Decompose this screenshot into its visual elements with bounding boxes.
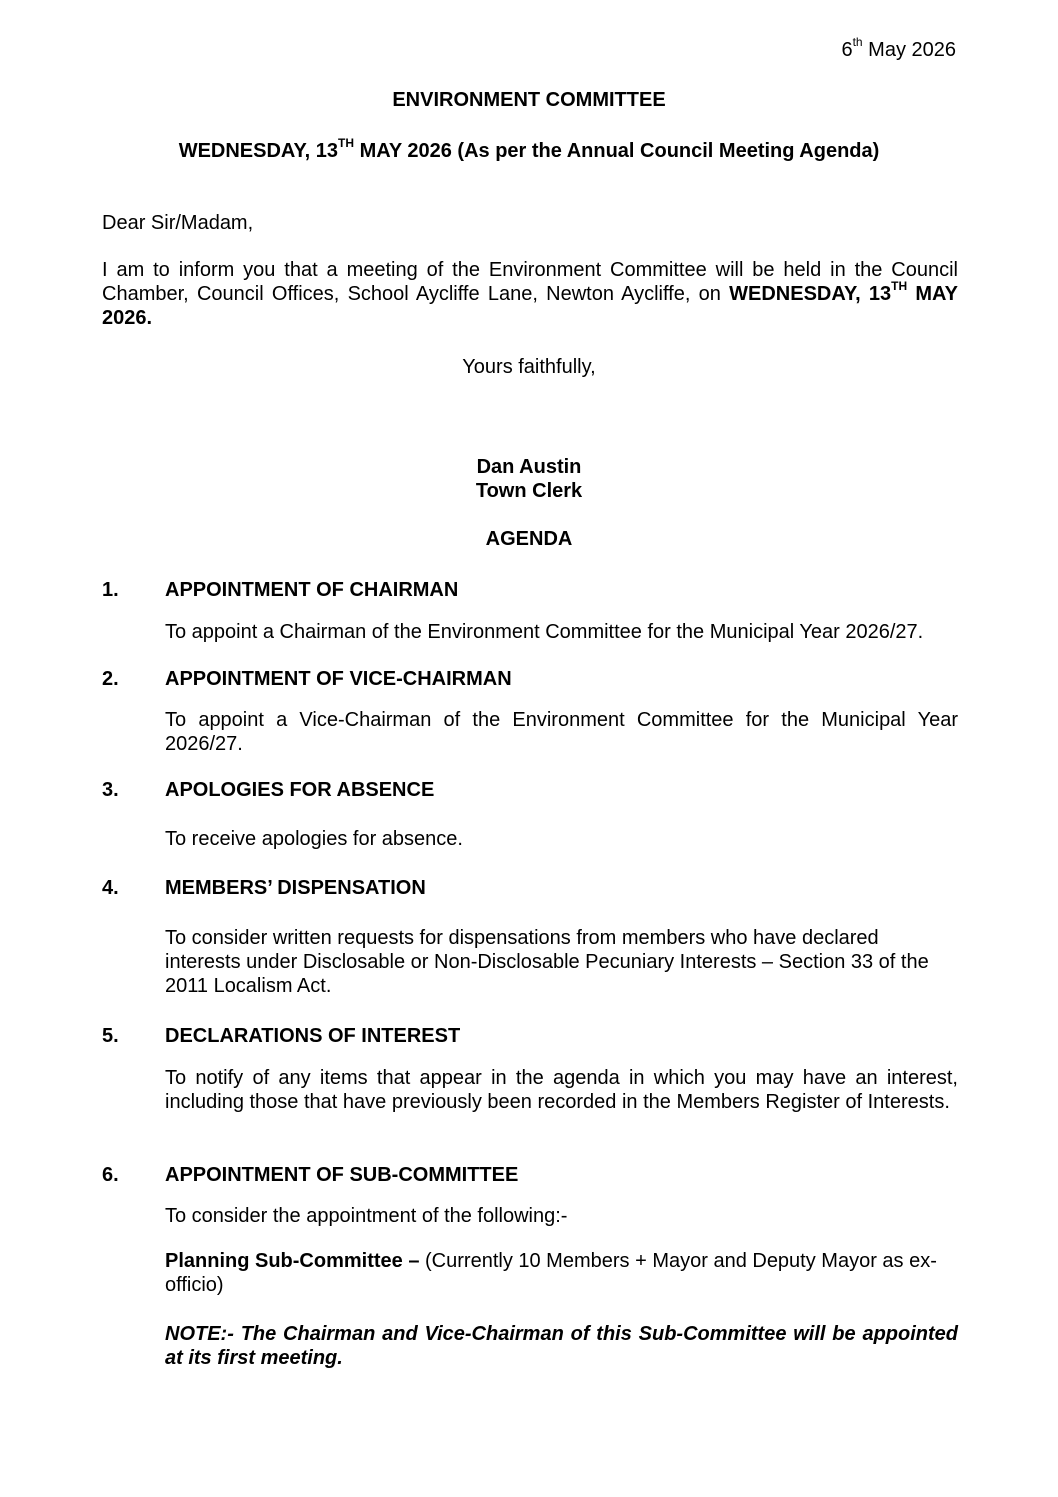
sub-committee-details: (Currently 10 Members + Mayor and Deputy Mayor as ex-officio) — [165, 1250, 937, 1296]
intro-paragraph — [102, 258, 958, 330]
intro-bold-sup: TH — [891, 279, 908, 294]
date-day: 6 — [841, 39, 853, 61]
agenda-item-heading: APPOINTMENT OF CHAIRMAN — [165, 579, 459, 601]
signatory-role: Town Clerk — [475, 480, 583, 502]
salutation: Dear Sir/Madam, — [102, 212, 254, 234]
agenda-item-number: 3. — [102, 779, 119, 801]
subtitle-pre: WEDNESDAY, 13 — [178, 140, 339, 162]
intro-bold-post: MAY 2026. — [102, 283, 958, 329]
subtitle-sup: TH — [338, 136, 355, 151]
document-title: ENVIRONMENT COMMITTEE — [392, 89, 666, 111]
signatory-name: Dan Austin — [476, 456, 582, 478]
letter-date — [841, 35, 956, 62]
agenda-item-number: 5. — [102, 1025, 119, 1047]
subtitle-post: MAY 2026 (As per the Annual Council Meeting Agenda) — [354, 140, 880, 162]
agenda-item-text: To consider the appointment of the following:- — [165, 1205, 568, 1227]
intro-bold-pre: WEDNESDAY, 13 — [729, 283, 892, 305]
agenda-item-heading: APPOINTMENT OF VICE-CHAIRMAN — [165, 668, 512, 690]
closing: Yours faithfully, — [462, 356, 596, 378]
agenda-item-heading: DECLARATIONS OF INTEREST — [165, 1025, 461, 1047]
agenda-item-number: 1. — [102, 579, 119, 601]
agenda-item-heading: APOLOGIES FOR ABSENCE — [165, 779, 435, 801]
agenda-item-text: To notify of any items that appear in the agenda in which you may have an interest, including those that have previously been recorded in the Members Register of Interests. — [165, 1067, 958, 1113]
agenda-item-heading: MEMBERS’ DISPENSATION — [165, 877, 426, 899]
agenda-item-number: 4. — [102, 877, 119, 899]
agenda-heading: AGENDA — [485, 528, 573, 550]
agenda-item-text: To appoint a Vice-Chairman of the Environment Committee for the Municipal Year 2026/27. — [165, 709, 958, 755]
date-suffix: th — [852, 35, 863, 50]
agenda-item-text: To appoint a Chairman of the Environment Committee for the Municipal Year 2026/27. — [165, 621, 924, 643]
date-rest: May 2026 — [862, 39, 956, 61]
agenda-item-number: 2. — [102, 668, 119, 690]
agenda-item-heading: APPOINTMENT OF SUB-COMMITTEE — [165, 1164, 519, 1186]
intro-text: I am to inform you that a meeting of the Environment Committee will be held in the Council Chamber, Council Offices, School Aycliffe Lane, Newton Aycliffe, on — [102, 259, 958, 305]
sub-committee-name: Planning Sub-Committee – — [165, 1250, 420, 1272]
sub-committee-note: NOTE:- The Chairman and Vice-Chairman of this Sub-Committee will be appointed at its first meeting. — [165, 1323, 958, 1369]
sub-committee-entry — [165, 1249, 958, 1297]
agenda-item-text: To consider written requests for dispensations from members who have declared interests under Disclosable or Non-Disclosable Pecuniary Interests – Section 33 of the 2011 Localism Act. — [165, 927, 929, 997]
document-subtitle — [0, 136, 1058, 163]
agenda-item-number: 6. — [102, 1164, 119, 1186]
agenda-item-text: To receive apologies for absence. — [165, 828, 463, 850]
